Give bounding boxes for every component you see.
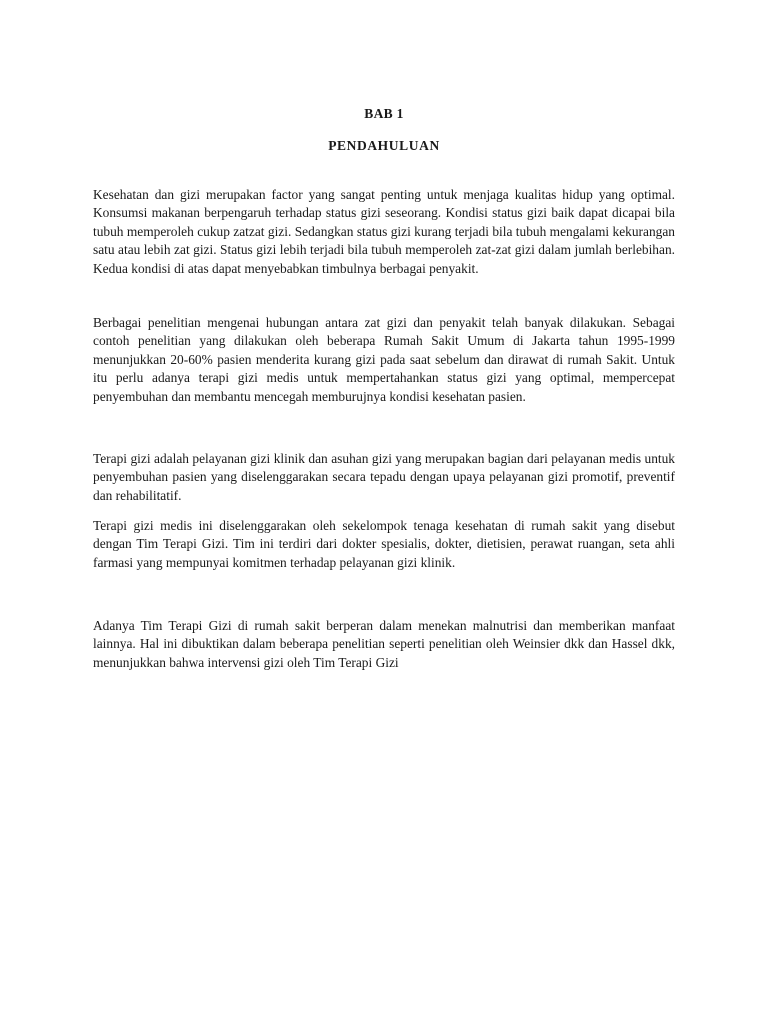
paragraph-1: Kesehatan dan gizi merupakan factor yang sangat penting untuk menjaga kualitas hidup yang optimal. Konsumsi makanan berpengaruh terhadap status gizi seseorang. Kondisi status gizi baik dapat dicapai bila tubuh memperoleh cukup zatzat gizi. Sedangkan status gizi kurang terjadi bila tubuh mengalami kekurangan satu atau lebih zat gizi. Status gizi lebih terjadi bila tubuh memperoleh zat-zat gizi dalam jumlah berlebihan. Kedua kondisi di atas dapat menyebabkan timbulnya berbagai penyakit. (93, 187, 675, 276)
chapter-label: BAB 1 (364, 106, 404, 121)
paragraph-5: Adanya Tim Terapi Gizi di rumah sakit berperan dalam menekan malnutrisi dan memberikan manfaat lainnya. Hal ini dibuktikan dalam beberapa penelitian seperti penelitian oleh Weinsier dkk dan Hassel dkk, menunjukkan bahwa intervensi gizi oleh Tim Terapi Gizi (93, 618, 675, 670)
paragraph-2: Berbagai penelitian mengenai hubungan antara zat gizi dan penyakit telah banyak dilakukan. Sebagai contoh penelitian yang dilakukan oleh beberapa Rumah Sakit Umum di Jakarta tahun 1995-1999 menunjukkan 20-60% pasien menderita kurang gizi pada saat sebelum dan dirawat di rumah Sakit. Untuk itu perlu adanya terapi gizi medis untuk mempertahankan status gizi yang optimal, mempercepat penyembuhan dan membantu mencegah memburujnya kondisi kesehatan pasien. (93, 315, 675, 404)
paragraph-3: Terapi gizi adalah pelayanan gizi klinik dan asuhan gizi yang merupakan bagian dari pelayanan medis untuk penyembuhan pasien yang diselenggarakan secara tepadu dengan upaya pelayanan gizi promotif, preventif dan rehabilitatif. (93, 451, 675, 503)
paragraph-4: Terapi gizi medis ini diselenggarakan oleh sekelompok tenaga kesehatan di rumah sakit yang disebut dengan Tim Terapi Gizi. Tim ini terdiri dari dokter spesialis, dokter, dietisien, perawat ruangan, seta ahli farmasi yang mempunyai komitmen terhadap pelayanan gizi klinik. (93, 518, 675, 570)
chapter-title: PENDAHULUAN (328, 138, 440, 153)
